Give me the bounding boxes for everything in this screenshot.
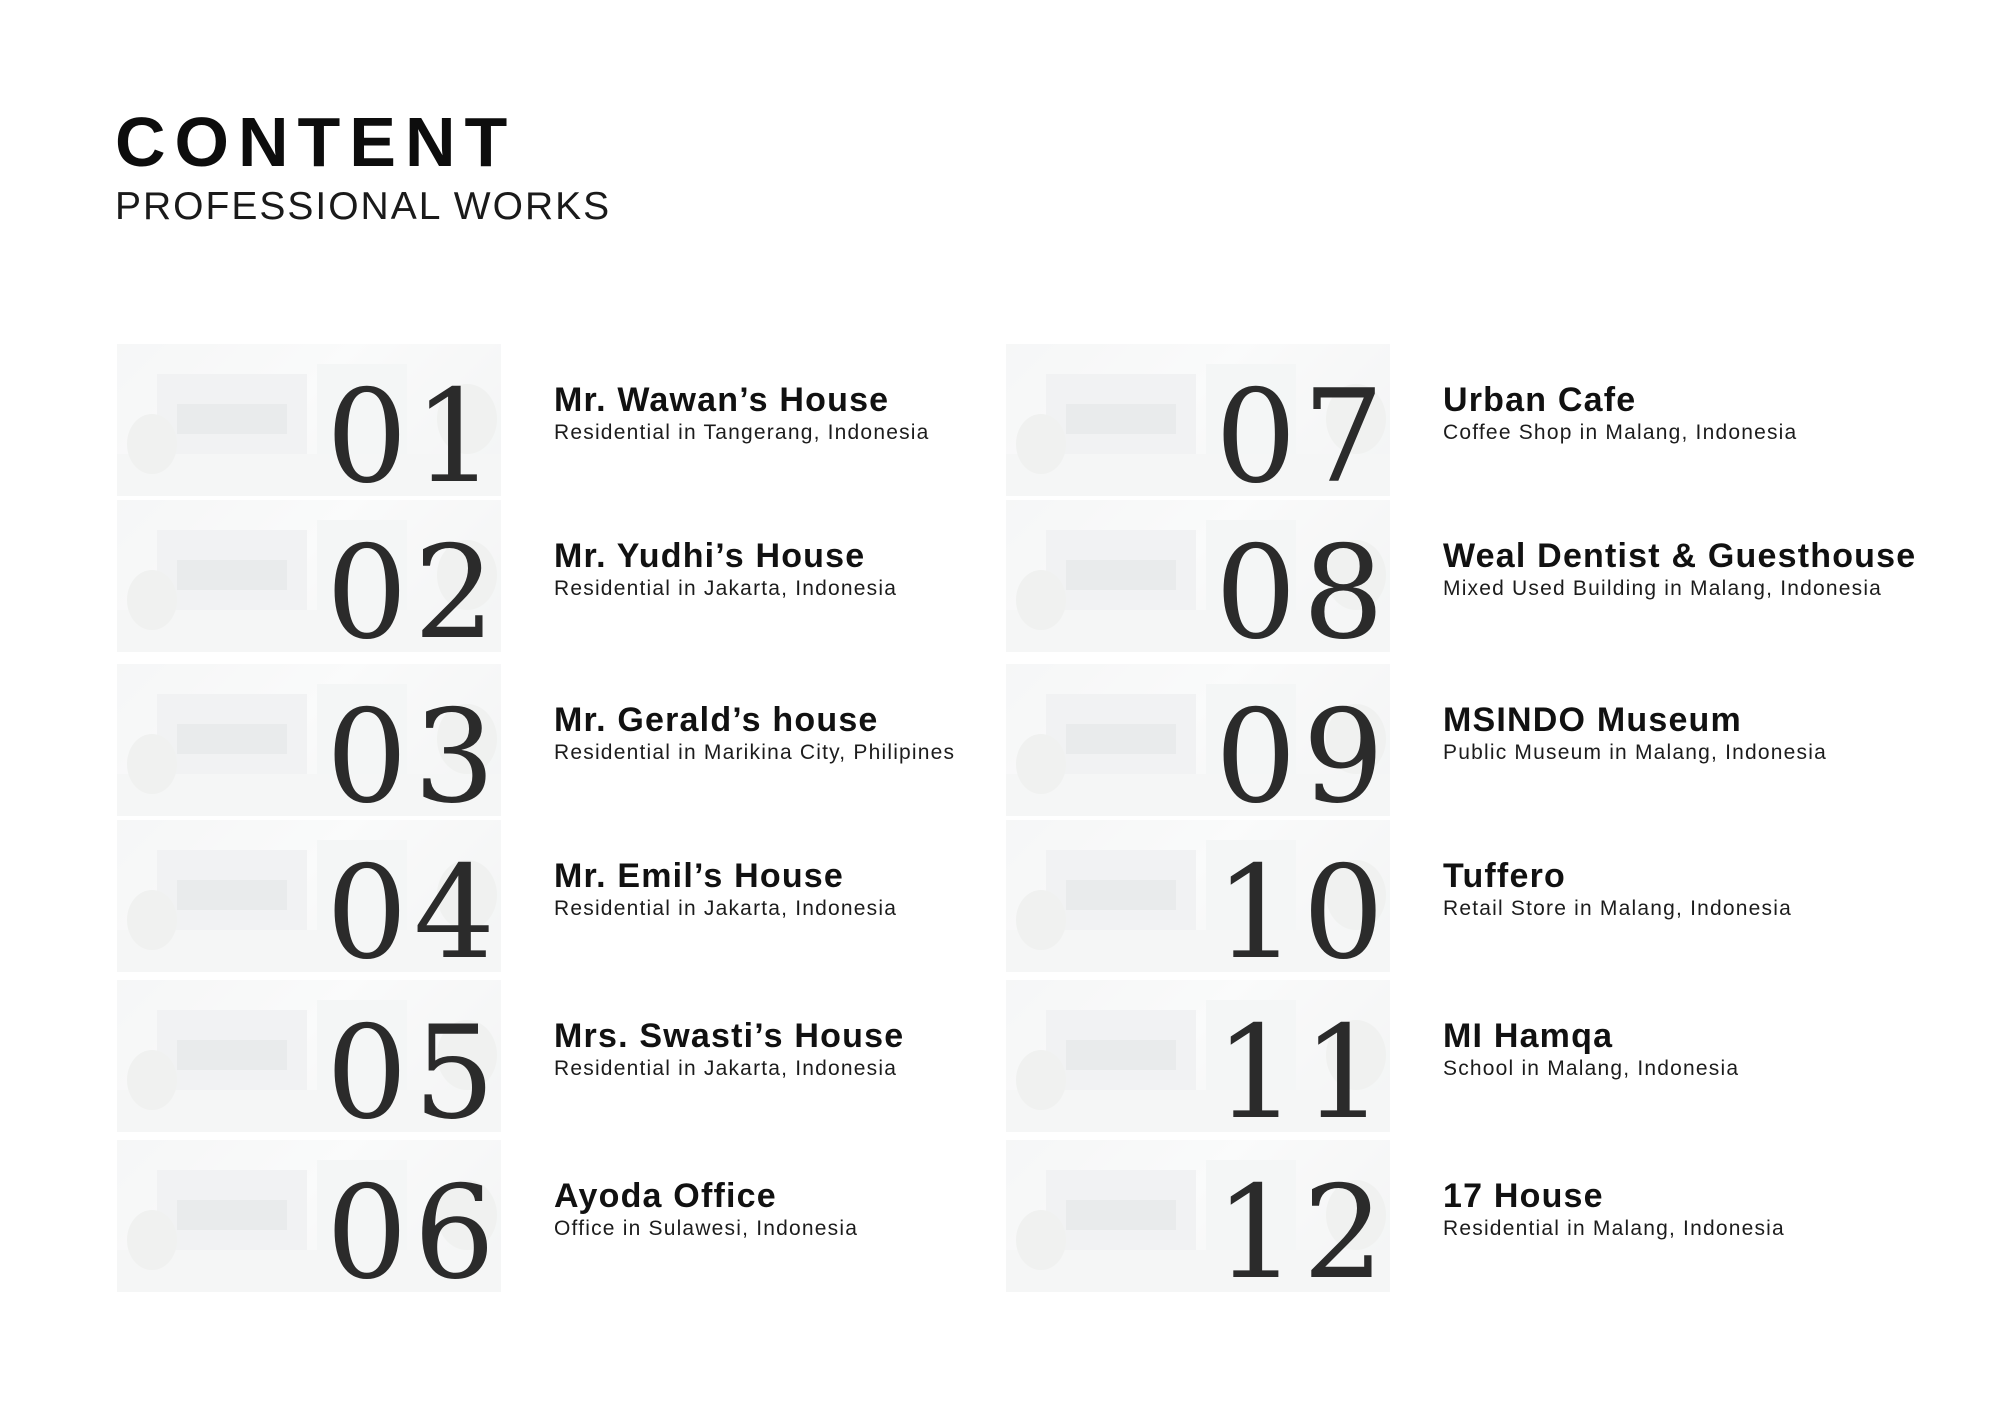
- project-name: MI Hamqa: [1443, 1017, 1614, 1055]
- project-thumbnail: [117, 1140, 501, 1292]
- project-number: 06: [326, 1159, 501, 1292]
- project-thumbnail: [117, 980, 501, 1132]
- project-item[interactable]: [117, 664, 1017, 816]
- project-description: Mixed Used Building in Malang, Indonesia: [1443, 577, 1883, 600]
- project-name: Tuffero: [1443, 857, 1566, 895]
- project-thumbnail: [1006, 344, 1390, 496]
- project-description: School in Malang, Indonesia: [1443, 1057, 1740, 1080]
- project-item[interactable]: [1006, 664, 1906, 816]
- project-thumbnail: [117, 500, 501, 652]
- project-description: Public Museum in Malang, Indonesia: [1443, 741, 1827, 764]
- project-item[interactable]: [1006, 344, 1906, 496]
- project-item[interactable]: [117, 344, 1017, 496]
- project-thumbnail: [1006, 500, 1390, 652]
- page-header: [115, 104, 611, 230]
- project-number: 02: [326, 519, 501, 652]
- project-info: [1443, 538, 1916, 602]
- project-item[interactable]: [1006, 980, 1906, 1132]
- project-info: [554, 1178, 858, 1242]
- project-number: 08: [1215, 519, 1390, 652]
- project-description: Residential in Jakarta, Indonesia: [554, 577, 898, 600]
- project-description: Residential in Jakarta, Indonesia: [554, 1057, 898, 1080]
- project-info: [1443, 702, 1827, 766]
- project-number: 10: [1215, 839, 1390, 972]
- project-item[interactable]: [1006, 500, 1917, 652]
- project-name: Mr. Emil’s House: [554, 857, 845, 895]
- page-subtitle: PROFESSIONAL WORKS: [115, 185, 612, 228]
- project-number: 03: [326, 683, 501, 816]
- project-number: 11: [1215, 999, 1390, 1132]
- project-name: Weal Dentist & Guesthouse: [1443, 537, 1917, 575]
- project-description: Residential in Tangerang, Indonesia: [554, 421, 930, 444]
- project-name: Ayoda Office: [554, 1177, 777, 1215]
- project-info: [554, 538, 897, 602]
- project-info: [554, 858, 897, 922]
- project-description: Residential in Marikina City, Philipines: [554, 741, 956, 764]
- project-thumbnail: [117, 820, 501, 972]
- project-number: 09: [1215, 683, 1390, 816]
- project-thumbnail: [1006, 980, 1390, 1132]
- project-item[interactable]: [1006, 1140, 1906, 1292]
- project-name: 17 House: [1443, 1177, 1604, 1215]
- project-name: Mr. Yudhi’s House: [554, 537, 866, 575]
- project-name: Mr. Wawan’s House: [554, 381, 890, 419]
- project-item[interactable]: [117, 1140, 1017, 1292]
- project-description: Office in Sulawesi, Indonesia: [554, 1217, 859, 1240]
- project-item[interactable]: [1006, 820, 1906, 972]
- project-info: [554, 702, 955, 766]
- project-thumbnail: [117, 664, 501, 816]
- project-number: 05: [326, 999, 501, 1132]
- project-number: 04: [326, 839, 501, 972]
- project-name: Mrs. Swasti’s House: [554, 1017, 905, 1055]
- project-item[interactable]: [117, 820, 1017, 972]
- project-description: Coffee Shop in Malang, Indonesia: [1443, 421, 1798, 444]
- project-item[interactable]: [117, 980, 1017, 1132]
- project-number: 07: [1215, 363, 1390, 496]
- project-description: Retail Store in Malang, Indonesia: [1443, 897, 1792, 920]
- project-description: Residential in Jakarta, Indonesia: [554, 897, 898, 920]
- project-number: 12: [1215, 1159, 1390, 1292]
- project-description: Residential in Malang, Indonesia: [1443, 1217, 1785, 1240]
- project-number: 01: [326, 363, 501, 496]
- project-thumbnail: [1006, 820, 1390, 972]
- project-info: [1443, 382, 1797, 446]
- project-info: [554, 1018, 904, 1082]
- project-info: [1443, 1178, 1785, 1242]
- project-thumbnail: [117, 344, 501, 496]
- project-thumbnail: [1006, 1140, 1390, 1292]
- project-info: [1443, 1018, 1739, 1082]
- project-item[interactable]: [117, 500, 1017, 652]
- project-name: Mr. Gerald’s house: [554, 701, 879, 739]
- project-name: Urban Cafe: [1443, 381, 1637, 419]
- page-title: CONTENT: [115, 103, 517, 181]
- project-info: [554, 382, 930, 446]
- project-name: MSINDO Museum: [1443, 701, 1742, 739]
- project-thumbnail: [1006, 664, 1390, 816]
- project-info: [1443, 858, 1792, 922]
